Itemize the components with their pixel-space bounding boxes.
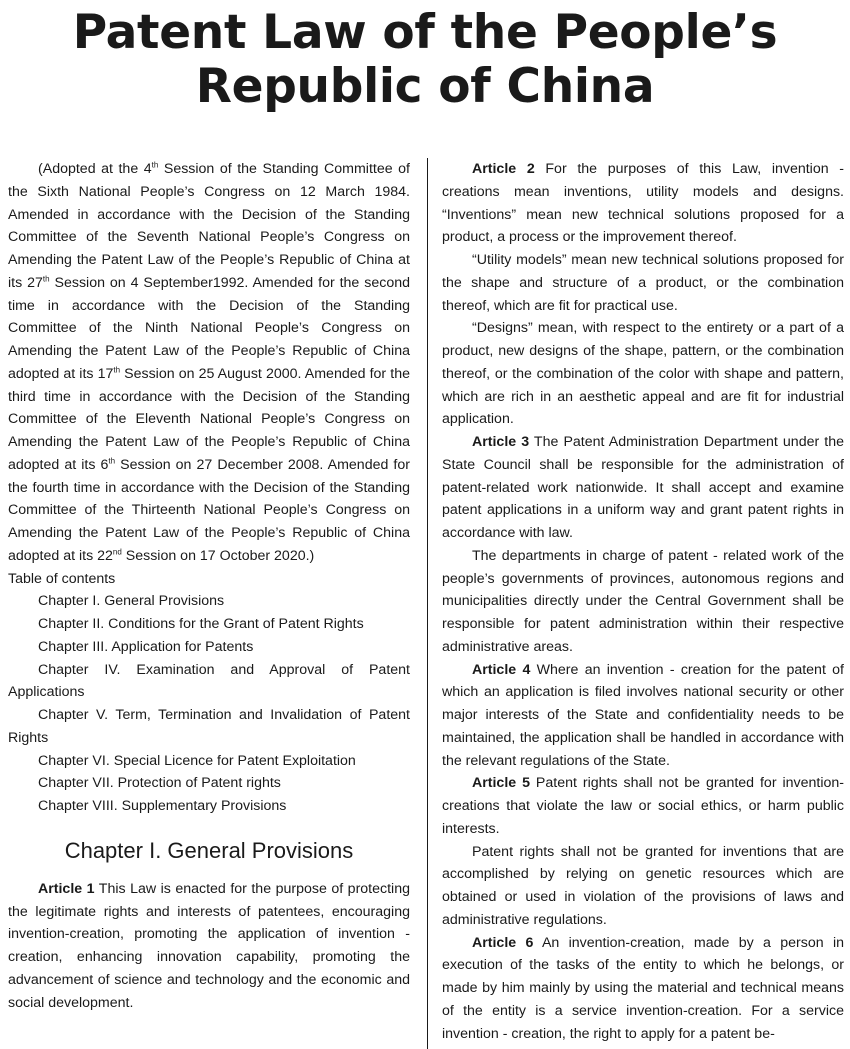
toc-item[interactable]: Chapter VI. Special Licence for Patent Exploitation [38,752,356,769]
chapter-heading: Chapter I. General Provisions [64,837,354,863]
article-4: Article 4 Where an invention - creation for the patent of which an application is filed involves national security or other major interests of the State and confidentiality needs to be maintained, the application shall be handled in accordance with the relevant regulations of the State. [442,661,844,769]
article-6: Article 6 An invention-creation, made by a person in execution of the tasks of the entity to which he belongs, or made by him mainly by using the material and technical means of the entity is a service invention-creation. For a service invention - creation, the right to apply for a patent be- [442,934,844,1042]
adoption-note: (Adopted at the 4th Session of the Standing Committee of the Sixth National People’s Congress on 12 March 1984. Amended in accordance with the Decision of the Standing Committee of the Seventh National People’s Congress on Amending the Patent Law of the People’s Republic of China at its 27th Session on 4 September1992. Amended for the second time in accordance with the Decision of the Standing Committee of the Ninth National People’s Congress on Amending the Patent Law of the People’s Republic of China adopted at its 17th Session on 25 August 2000. Amended for the third time in accordance with the Decision of the Standing Committee of the Eleventh National People’s Congress on Amending the Patent Law of the People’s Republic of China adopted at its 6th Session on 27 December 2008. Amended for the fourth time in accordance with the Decision of the Standing Committee of the Thirteenth National People’s Congress on Amending the Patent Law of the People’s Republic of China adopted at its 22nd Session on 17 October 2020.) [8,160,410,564]
toc-item[interactable]: Chapter IV. Examination and Approval of Patent Applications [8,661,410,701]
toc-item[interactable]: Chapter III. Application for Patents [38,638,254,655]
article-3-paragraph: The departments in charge of patent - related work of the people’s governments of provinces, autonomous regions and municipalities directly under the Central Government shall be responsible for patent administration within their respective administrative areas. [442,547,844,655]
table-of-contents [8,590,410,818]
toc-item[interactable]: Chapter VII. Protection of Patent rights [38,775,281,792]
toc-item[interactable]: Chapter V. Term, Termination and Invalidation of Patent Rights [8,707,410,746]
article-1: Article 1 This Law is enacted for the purpose of protecting the legitimate rights and interests of patentees, encouraging invention-creation, promoting the application of invention - creation, enhancing innovation capability, promoting the advancement of science and technology and the economic and social development. [8,880,410,1011]
toc-item[interactable]: Chapter I. General Provisions [38,593,225,610]
article-5-paragraph: Patent rights shall not be granted for inventions that are accomplished by relying on genetic resources which are obtained or used in violation of the provisions of laws and administrative regulations. [442,843,844,928]
article-label: Article 1 [38,880,95,897]
column-divider [427,158,428,1049]
article-label: Article 4 [472,661,531,678]
toc-title: Table of contents [8,570,116,587]
article-2-paragraph: “Utility models” mean new technical solutions proposed for the shape and structure of a product, or the combination thereof, which are fit for practical use. [442,252,844,314]
article-label: Article 5 [472,775,530,792]
article-3: Article 3 The Patent Administration Department under the State Council shall be responsible for the administration of patent-related work nationwide. It shall accept and examine patent applications in a uniform way and grant patent rights in accordance with law. [442,434,844,541]
left-column [8,158,410,1014]
article-2: Article 2 For the purposes of this Law, invention - creations mean inventions, utility models and designs. “Inventions” mean new technical solutions proposed for a product, a process or the improvement thereof. [442,161,844,246]
article-2-paragraph: “Designs” mean, with respect to the entirety or a part of a product, new designs of the shape, pattern, or the combination thereof, or the combination of the color with shape and pattern, which are rich in an aesthetic appeal and are fit for industrial application. [442,320,844,428]
article-label: Article 6 [472,934,534,951]
title-line-1: Patent Law of the People’s [72,5,778,60]
document-title [0,6,850,114]
toc-item[interactable]: Chapter II. Conditions for the Grant of Patent Rights [38,616,364,632]
article-label: Article 3 [472,434,530,450]
article-label: Article 2 [472,161,535,177]
right-column [442,158,844,1045]
title-line-2: Republic of China [195,59,655,114]
toc-item[interactable]: Chapter VIII. Supplementary Provisions [38,798,287,814]
article-5: Article 5 Patent rights shall not be granted for invention-creations that violate the law or social ethics, or harm public interests. [442,775,844,837]
